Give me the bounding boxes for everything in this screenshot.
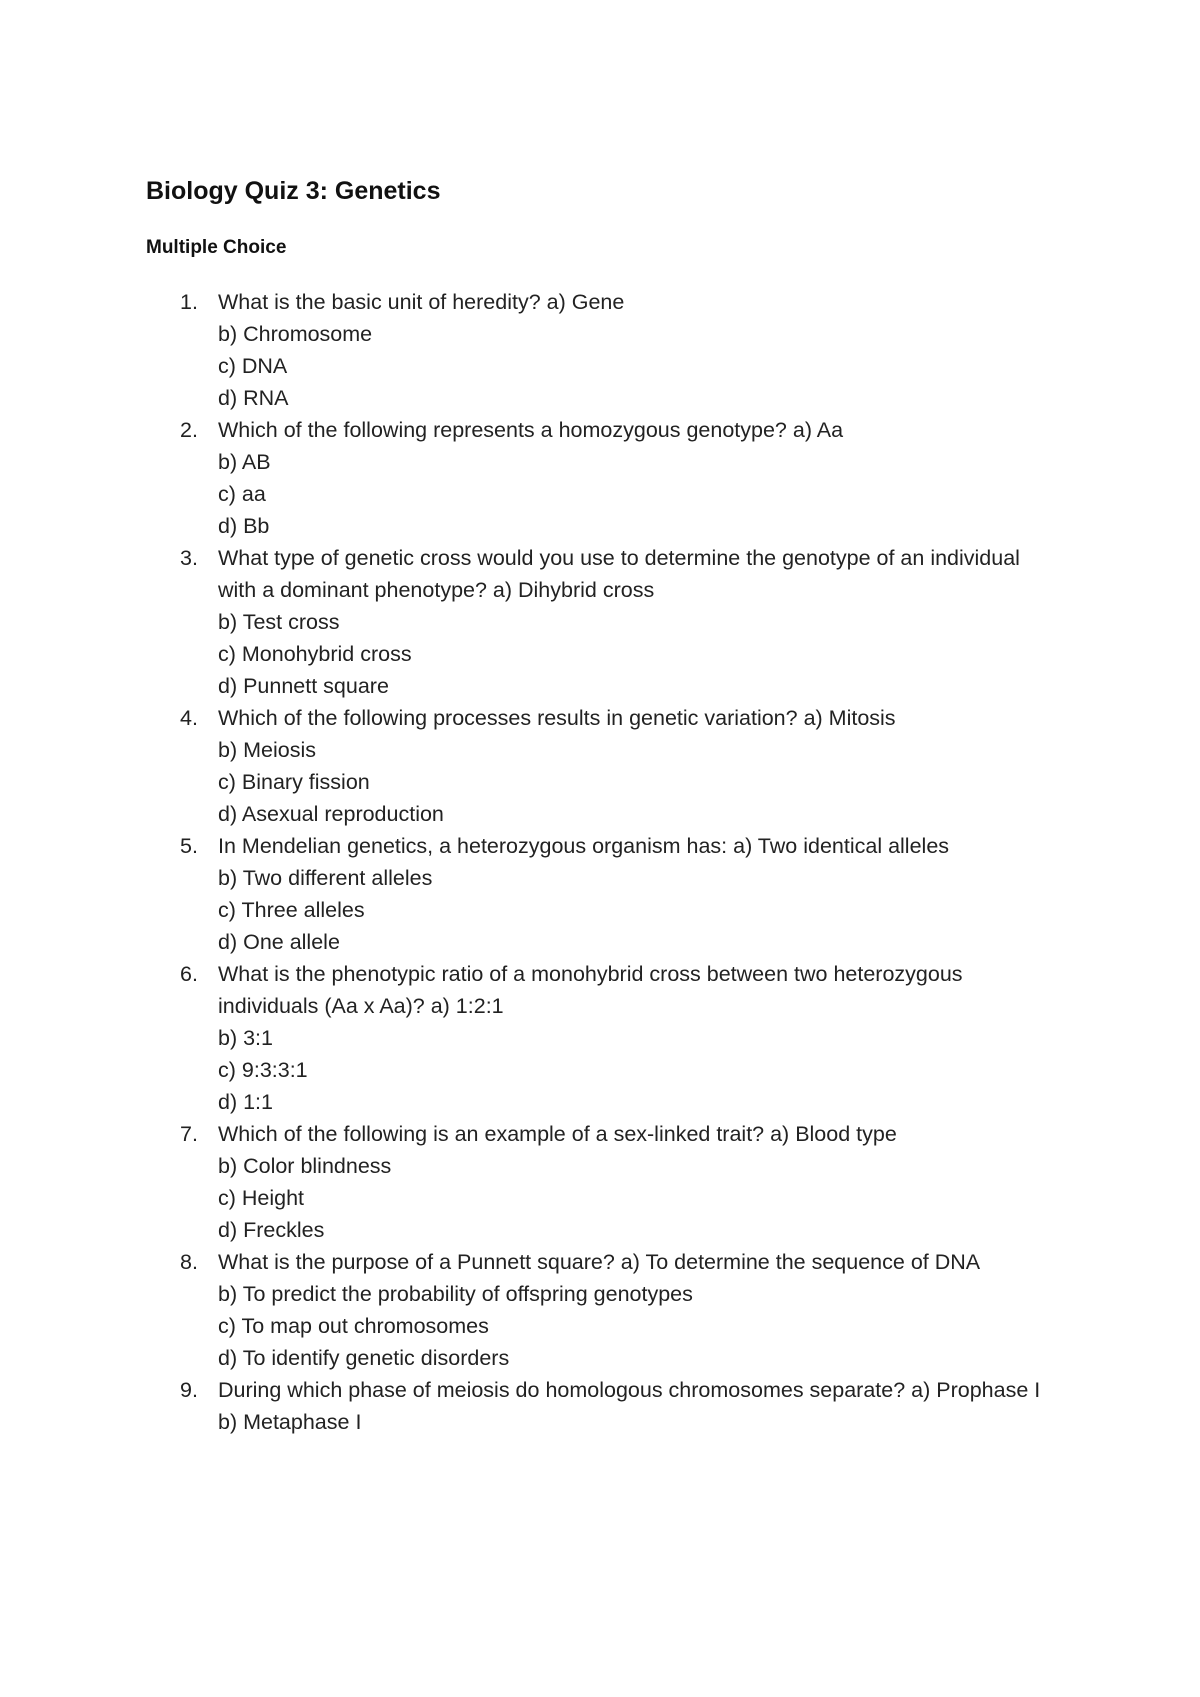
answer-option: b) To predict the probability of offspring genotypes	[218, 1282, 693, 1306]
answer-option: b) Meiosis	[218, 738, 316, 762]
answer-option: c) Three alleles	[218, 898, 365, 922]
answer-option: b) Test cross	[218, 610, 340, 634]
answer-option: d) Freckles	[218, 1218, 325, 1242]
question-item	[0, 1246, 1200, 1374]
question-body	[218, 958, 1058, 1118]
question-item	[0, 958, 1200, 1118]
question-text: What type of genetic cross would you use to determine the genotype of an individual with a dominant phenotype? a) Dihybrid cross	[218, 546, 1020, 602]
question-body	[218, 1374, 1058, 1438]
question-body	[218, 1246, 1058, 1374]
question-number: 7.	[180, 1122, 198, 1146]
answer-option: b) Metaphase I	[218, 1410, 362, 1434]
answer-option: d) One allele	[218, 930, 340, 954]
question-body	[218, 830, 1058, 958]
answer-option: c) To map out chromosomes	[218, 1314, 489, 1338]
question-item	[0, 1374, 1200, 1438]
question-body	[218, 542, 1058, 702]
answer-option: b) Two different alleles	[218, 866, 433, 890]
answer-option: d) Asexual reproduction	[218, 802, 444, 826]
question-item	[0, 286, 1200, 414]
section-heading: Multiple Choice	[146, 237, 287, 258]
question-number: 4.	[180, 706, 198, 730]
question-text: What is the phenotypic ratio of a monohybrid cross between two heterozygous individuals (Aa x Aa)? a) 1:2:1	[218, 962, 963, 1018]
question-text: Which of the following represents a homozygous genotype? a) Aa	[218, 418, 844, 442]
question-body	[218, 1118, 1058, 1246]
answer-option: b) AB	[218, 450, 271, 474]
question-body	[218, 702, 1058, 830]
question-number: 3.	[180, 546, 198, 570]
answer-option: c) 9:3:3:1	[218, 1058, 308, 1082]
answer-option: d) To identify genetic disorders	[218, 1346, 510, 1370]
answer-option: d) Bb	[218, 514, 270, 538]
answer-option: c) Height	[218, 1186, 305, 1210]
question-text: Which of the following processes results in genetic variation? a) Mitosis	[218, 706, 896, 730]
question-item	[0, 1118, 1200, 1246]
question-list	[0, 286, 1200, 1438]
question-number: 5.	[180, 834, 198, 858]
question-item	[0, 830, 1200, 958]
answer-option: d) Punnett square	[218, 674, 389, 698]
question-item	[0, 702, 1200, 830]
answer-option: c) DNA	[218, 354, 288, 378]
question-text: During which phase of meiosis do homologous chromosomes separate? a) Prophase I	[218, 1378, 1041, 1402]
answer-option: b) 3:1	[218, 1026, 273, 1050]
answer-option: d) 1:1	[218, 1090, 273, 1114]
question-body	[218, 414, 1058, 542]
answer-option: b) Chromosome	[218, 322, 373, 346]
question-item	[0, 414, 1200, 542]
question-number: 6.	[180, 962, 198, 986]
question-text: In Mendelian genetics, a heterozygous organism has: a) Two identical alleles	[218, 834, 950, 858]
question-text: Which of the following is an example of a sex-linked trait? a) Blood type	[218, 1122, 897, 1146]
question-item	[0, 542, 1200, 702]
question-number: 8.	[180, 1250, 198, 1274]
answer-option: b) Color blindness	[218, 1154, 392, 1178]
question-number: 9.	[180, 1378, 198, 1402]
question-body	[218, 286, 1058, 414]
question-text: What is the basic unit of heredity? a) Gene	[218, 290, 625, 314]
answer-option: c) aa	[218, 482, 266, 506]
answer-option: c) Monohybrid cross	[218, 642, 412, 666]
answer-option: c) Binary fission	[218, 770, 370, 794]
page-title: Biology Quiz 3: Genetics	[146, 177, 441, 205]
answer-option: d) RNA	[218, 386, 289, 410]
question-number: 1.	[180, 290, 198, 314]
question-number: 2.	[180, 418, 198, 442]
question-text: What is the purpose of a Punnett square? a) To determine the sequence of DNA	[218, 1250, 981, 1274]
